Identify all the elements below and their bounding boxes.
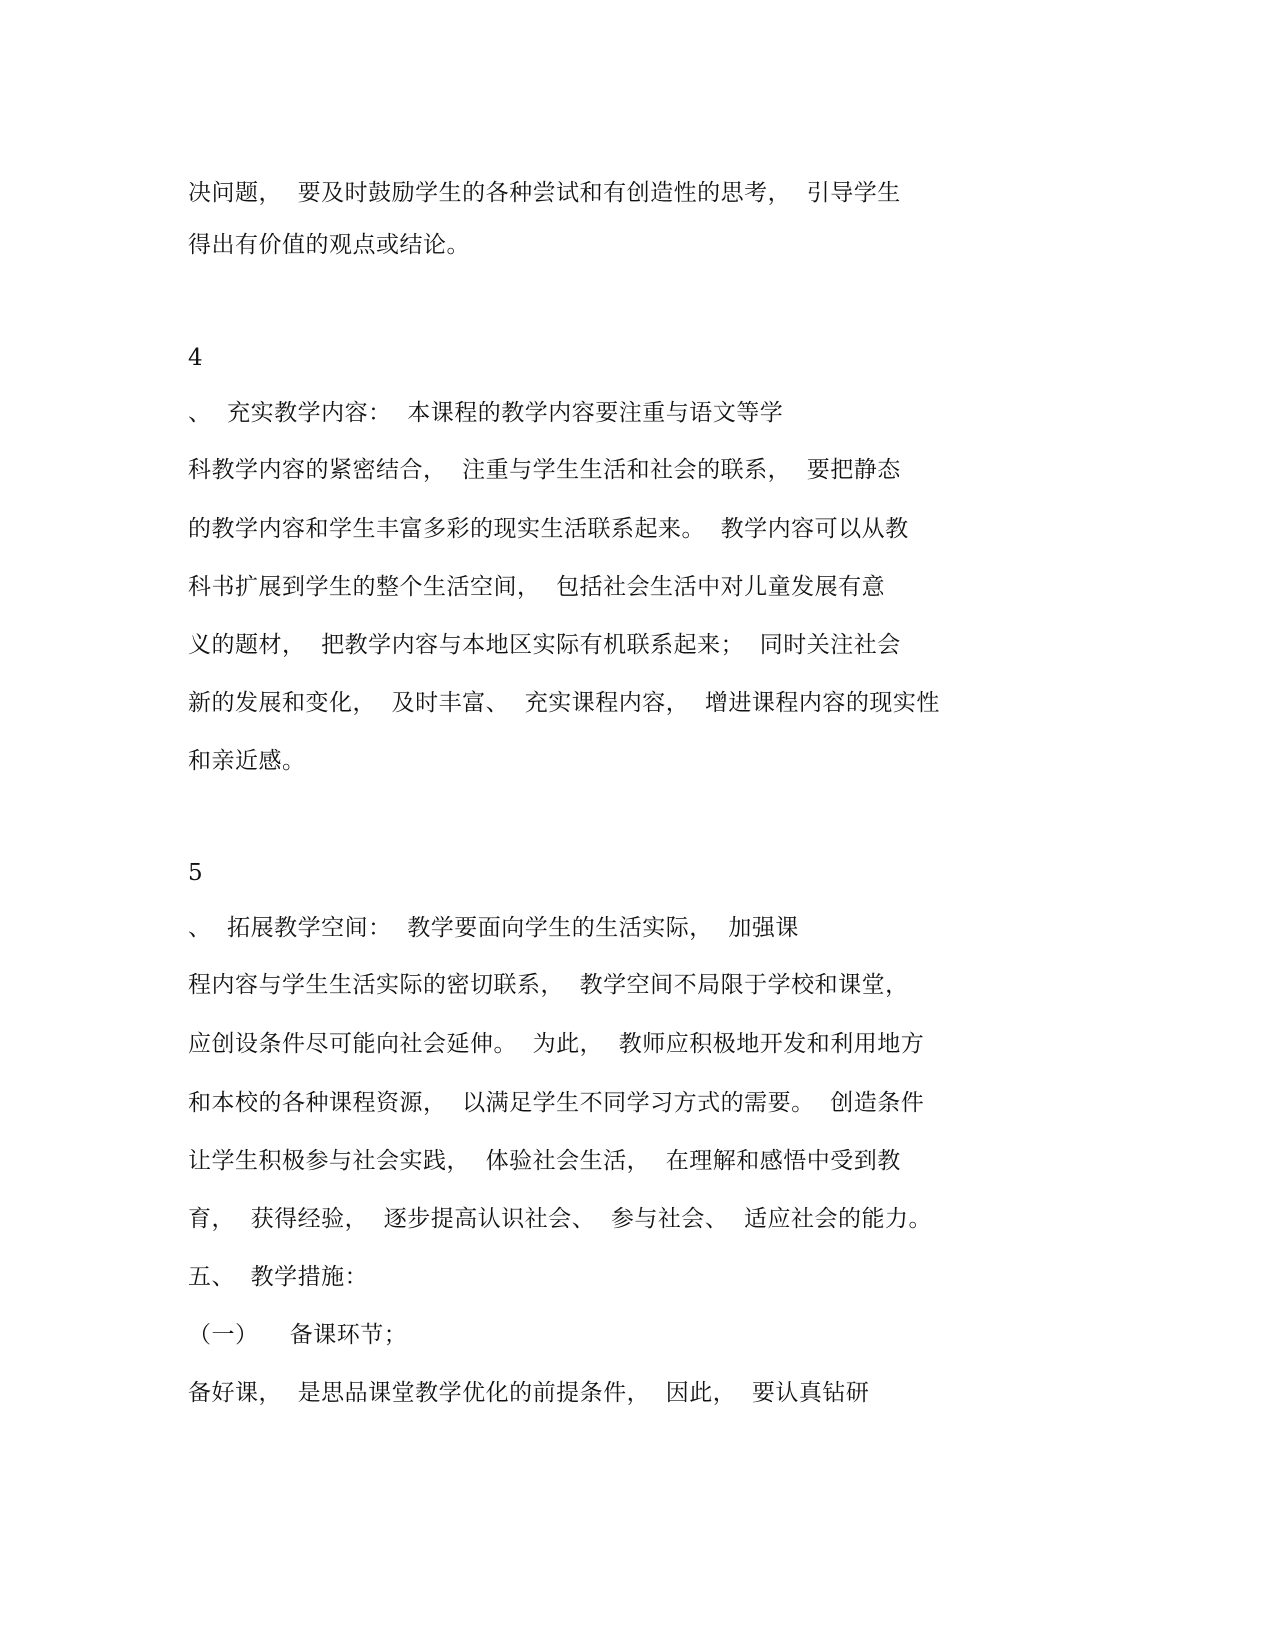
- section-heading-line: 、 充实教学内容： 本课程的教学内容要注重与语文等学: [188, 400, 784, 426]
- paragraph-line: 得出有价值的观点或结论。: [188, 232, 470, 258]
- section-number: 4: [188, 345, 204, 371]
- paragraph-line: 新的发展和变化， 及时丰富、 充实课程内容， 增进课程内容的现实性: [188, 690, 940, 716]
- paragraph-line: 义的题材， 把教学内容与本地区实际有机联系起来； 同时关注社会: [188, 632, 901, 658]
- paragraph-line: 备好课， 是思品课堂教学优化的前提条件， 因此， 要认真钻研: [188, 1380, 870, 1406]
- paragraph-line: 科教学内容的紧密结合， 注重与学生生活和社会的联系， 要把静态: [188, 457, 901, 483]
- paragraph-line: 和亲近感。: [188, 748, 306, 774]
- paragraph-line: 科书扩展到学生的整个生活空间， 包括社会生活中对儿童发展有意: [188, 574, 886, 600]
- subsection-heading: （一） 备课环节；: [188, 1322, 408, 1348]
- section-heading: 五、 教学措施：: [188, 1264, 369, 1290]
- section-heading-line: 、 拓展教学空间： 教学要面向学生的生活实际， 加强课: [188, 915, 799, 941]
- paragraph-line: 决问题， 要及时鼓励学生的各种尝试和有创造性的思考， 引导学生: [188, 180, 901, 206]
- paragraph-line: 让学生积极参与社会实践， 体验社会生活， 在理解和感悟中受到教: [188, 1148, 901, 1174]
- paragraph-line: 和本校的各种课程资源， 以满足学生不同学习方式的需要。 创造条件: [188, 1090, 925, 1116]
- section-number: 5: [188, 860, 204, 886]
- paragraph-line: 育， 获得经验， 逐步提高认识社会、 参与社会、 适应社会的能力。: [188, 1206, 932, 1232]
- paragraph-line: 程内容与学生生活实际的密切联系， 教学空间不局限于学校和课堂，: [188, 972, 909, 998]
- paragraph-line: 的教学内容和学生丰富多彩的现实生活联系起来。 教学内容可以从教: [188, 516, 909, 542]
- paragraph-line: 应创设条件尽可能向社会延伸。 为此， 教师应积极地开发和利用地方: [188, 1031, 925, 1057]
